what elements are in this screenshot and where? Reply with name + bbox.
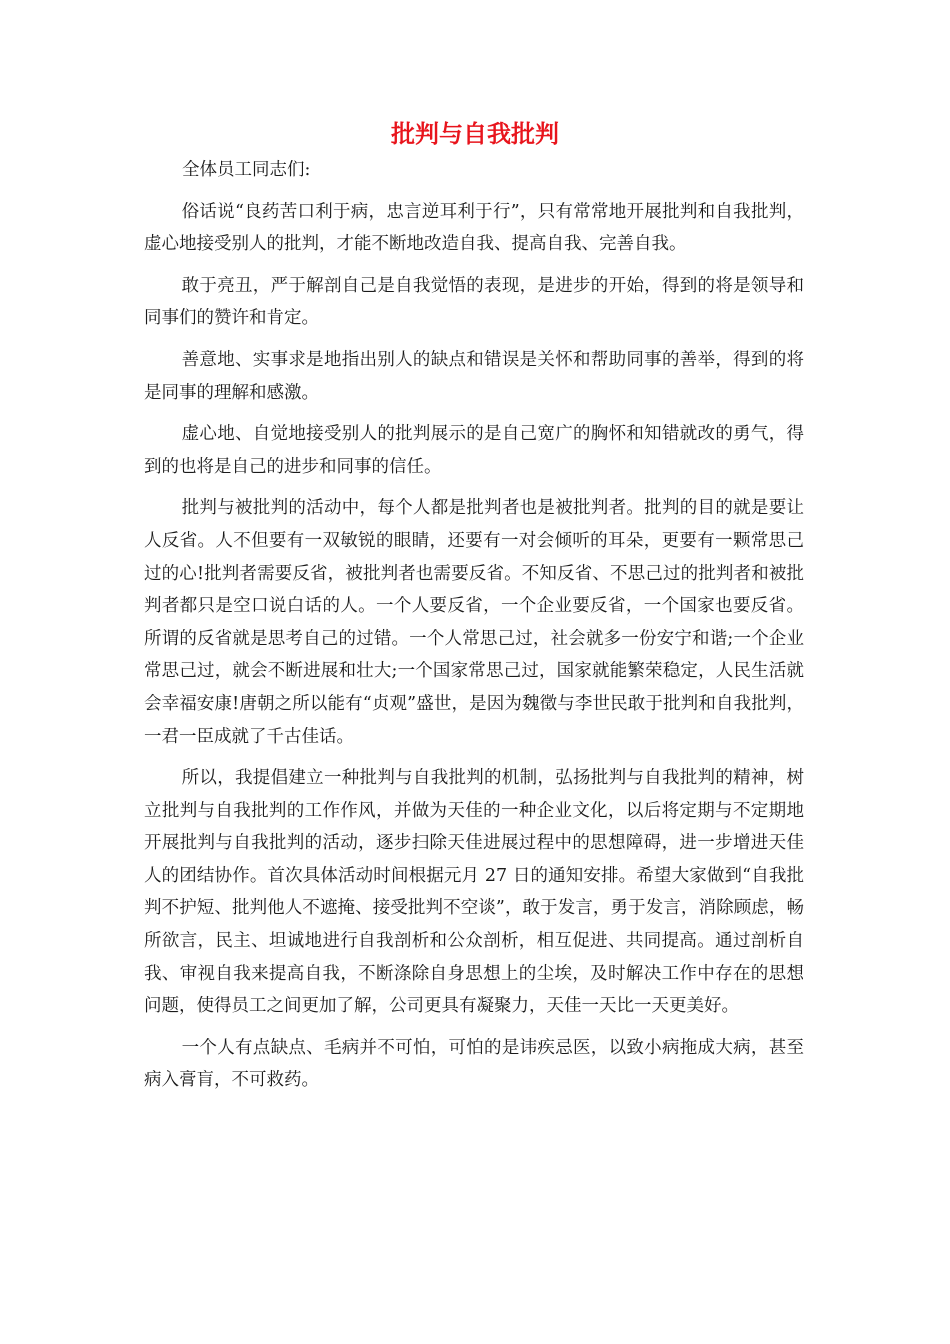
paragraph-6: 所以，我提倡建立一种批判与自我批判的机制，弘扬批判与自我批判的精神，树立批判与自我批判的工作作风，并做为天佳的一种企业文化，以后将定期与不定期地开展批判与自我批判的活动，逐步扫除天佳进展过程中的思想障碍，进一步增进天佳人的团结协作。首次具体活动时间根据元月 27 日的通知安排。希望大家做到“自我批判不护短、批判他人不遮掩、接受批判不空谈”，敢于发言，勇于发言，消除顾虑，畅所欲言，民主、坦诚地进行自我剖析和公众剖析，相互促进、共同提高。通过剖析自我、审视自我来提高自我，不断涤除自身思想上的尘埃，及时解决工作中存在的思想问题，使得员工之间更加了解，公司更具有凝聚力，天佳一天比一天更美好。 [144,768,804,1017]
greeting: 全体员工同志们: [182,160,311,180]
paragraph-1: 俗话说“良药苦口利于病，忠言逆耳利于行”，只有常常地开展批判和自我批判，虚心地接受别人的批判，才能不断地改造自我、提高自我、完善自我。 [144,201,804,255]
paragraph-4: 虚心地、自觉地接受别人的批判展示的是自己宽广的胸怀和知错就改的勇气，得到的也将是自己的进步和同事的信任。 [144,424,804,477]
paragraph-7: 一个人有点缺点、毛病并不可怕，可怕的是讳疾忌医，以致小病拖成大病，甚至病入膏肓，不可救药。 [144,1037,804,1091]
paragraph-3: 善意地、实事求是地指出别人的缺点和错误是关怀和帮助同事的善举，得到的将是同事的理解和感激。 [144,349,804,403]
document-title: 批判与自我批判 [391,120,559,148]
document-body [144,154,804,1097]
paragraph-2: 敢于亮丑，严于解剖自己是自我觉悟的表现，是进步的开始，得到的将是领导和同事们的赞许和肯定。 [144,275,804,329]
paragraph-5: 批判与被批判的活动中，每个人都是批判者也是被批判者。批判的目的就是要让人反省。人不但要有一双敏锐的眼睛，还要有一对会倾听的耳朵，更要有一颗常思己过的心!批判者需要反省，被批判者也需要反省。不知反省、不思己过的批判者和被批判者都只是空口说白话的人。一个人要反省，一个企业要反省，一个国家也要反省。所谓的反省就是思考自己的过错。一个人常思己过，社会就多一份安宁和谐;一个企业常思己过，就会不断进展和壮大;一个国家常思己过，国家就能繁荣稳定，人民生活就会幸福安康!唐朝之所以能有“贞观”盛世，是因为魏徵与李世民敢于批判和自我批判，一君一臣成就了千古佳话。 [144,498,804,747]
